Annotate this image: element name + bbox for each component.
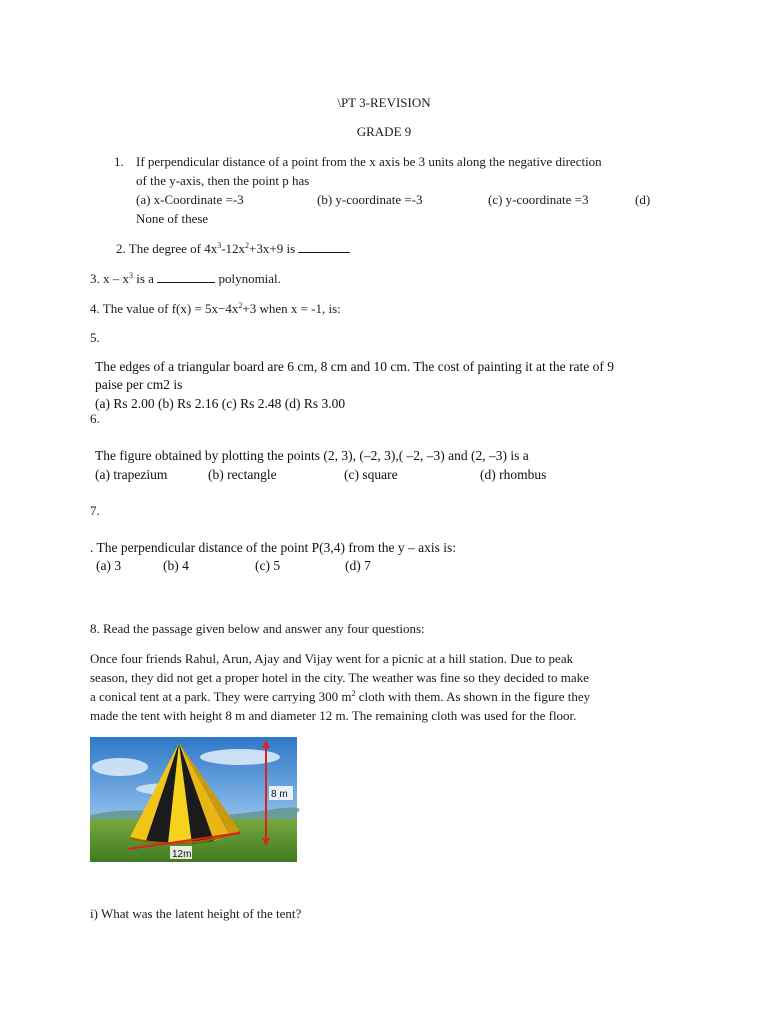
question-text: The figure obtained by plotting the points (2, 3), (–2, 3),( –2, –3) and (2, –3) is a [95,448,529,463]
option-d: (d) [635,192,651,207]
option-a: (a) trapezium [95,467,168,482]
question-number: 1. [114,154,124,169]
answer-blank [157,271,215,283]
question-2: 2. The degree of $4x^3-12x^2+3x+9$ is [116,241,350,257]
option-b: (b) rectangle [208,467,277,482]
option-b: (b) 4 [163,558,189,573]
sub-question: i) What was the latent height of the tent? [90,906,302,921]
option-c: (c) 5 [255,558,281,573]
question-number: 6. [90,411,100,426]
answer-blank [298,241,350,253]
passage-line: season, they did not get a proper hotel in the city. The weather was fine so they decided to make [90,670,589,685]
diameter-label: 12m [172,849,192,860]
option-d-text: None of these [136,211,209,226]
question-4: 4. The value of $f(x) = 5x-4x^2+3$ when x = -1, is: [90,301,341,316]
question-number: 7. [90,503,100,518]
option-d: (d) rhombus [480,467,547,482]
passage-line: Once four friends Rahul, Arun, Ajay and Vijay went for a picnic at a hill station. Due to peak [90,651,574,666]
question-3: 3. x – $x^3$ is a polynomial. [90,271,281,286]
question-text: of the y-axis, then the point p has [136,173,310,188]
question-text: The edges of a triangular board are 6 cm, 8 cm and 10 cm. The cost of painting it at the rate of 9 [95,359,614,374]
passage-line: made the tent with height 8 m and diameter 12 m. The remaining cloth was used for the floor. [90,708,577,723]
option-c: (c) y-coordinate =3 [488,192,589,207]
question-intro: 8. Read the passage given below and answer any four questions: [90,621,425,636]
grade-heading: GRADE 9 [356,124,412,139]
question-text: paise per cm2 is [95,377,183,392]
option-c: (c) square [344,467,398,482]
option-a: (a) 3 [96,558,122,573]
height-label: 8 m [271,789,288,800]
question-text: . The perpendicular distance of the point P(3,4) from the y – axis is: [90,540,457,555]
page-title: \PT 3-REVISION [337,95,431,110]
option-d: (d) 7 [345,558,371,573]
conical-tent-image [90,737,297,862]
question-text: If perpendicular distance of a point from the x axis be 3 units along the negative direction [136,154,602,169]
cropped-options: (a) Rs 2.00 (b) Rs 2.16 (c) Rs 2.48 (d) Rs 3.00 [95,396,346,411]
option-a: (a) x-Coordinate =-3 [136,192,244,207]
question-number: 5. [90,330,100,345]
option-b: (b) y-coordinate =-3 [317,192,423,207]
passage-line: a conical tent at a park. They were carrying 300 $m^2$ cloth with them. As shown in the figure they [90,689,591,704]
